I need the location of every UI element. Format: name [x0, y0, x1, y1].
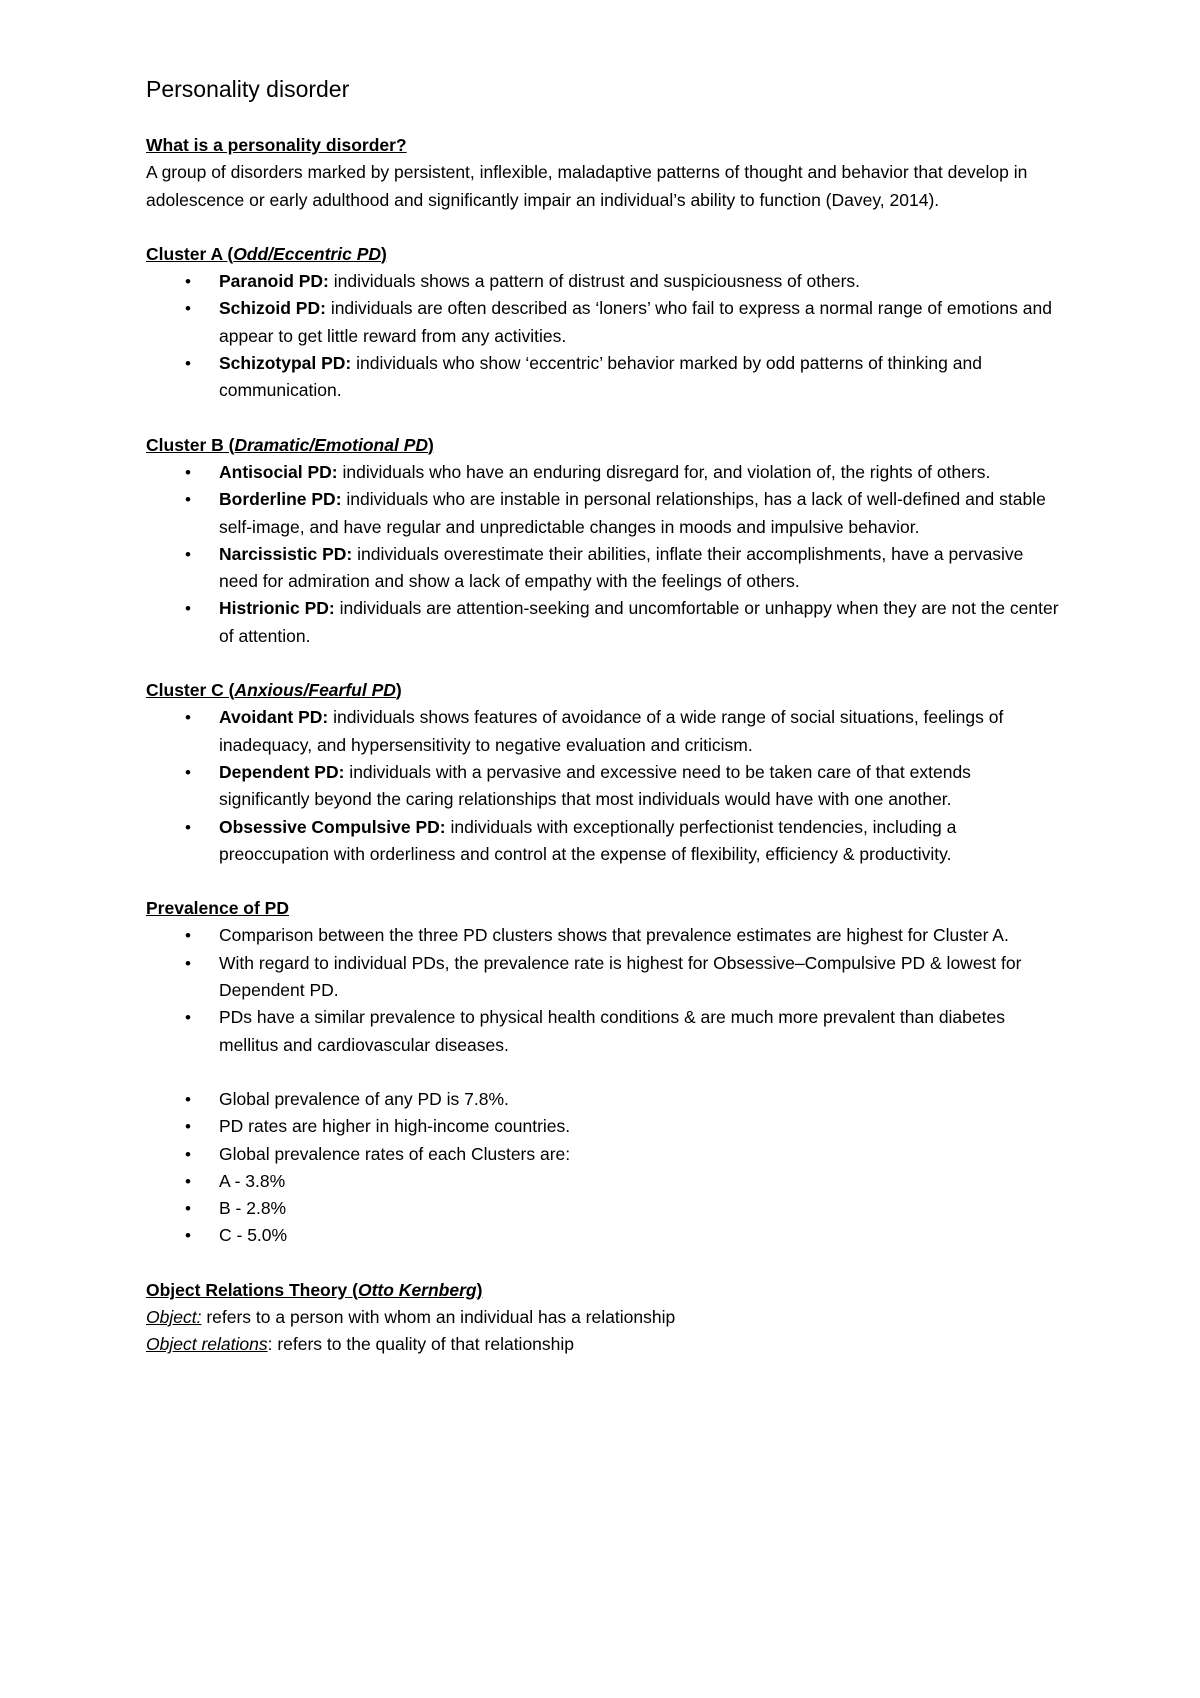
list-item: • Comparison between the three PD clusters shows that prevalence estimates are highest for Cluster A.	[146, 922, 1066, 949]
prevalence-list-1	[146, 922, 1066, 1058]
list-item: • With regard to individual PDs, the prevalence rate is highest for Obsessive–Compulsive PD & lowest for Dependent PD.	[146, 950, 1066, 1005]
list-item: • Narcissistic PD: individuals overestimate their abilities, inflate their accomplishments, have a pervasive need for admiration and show a lack of empathy with the feelings of others.	[146, 541, 1066, 596]
document-title: Personality disorder	[146, 76, 350, 102]
definition-paragraph: A group of disorders marked by persistent, inflexible, maladaptive patterns of thought and behavior that develop in adolescence or early adulthood and significantly impair an individual’s ability to function (Davey, 2014).	[146, 162, 1028, 210]
list-item: • Borderline PD: individuals who are instable in personal relationships, has a lack of well-defined and stable self-image, and have regular and unpredictable changes in moods and impulsive behavior.	[146, 486, 1066, 541]
list-item: • Paranoid PD: individuals shows a pattern of distrust and suspiciousness of others.	[146, 268, 1066, 295]
list-item: • Antisocial PD: individuals who have an enduring disregard for, and violation of, the rights of others.	[146, 459, 1066, 486]
section-heading-cluster-c: Cluster C (Anxious/Fearful PD)	[146, 680, 402, 701]
cluster-a-list	[146, 268, 1066, 404]
cluster-b-list	[146, 459, 1066, 650]
object-definition: Object: refers to a person with whom an individual has a relationship	[146, 1306, 676, 1327]
list-item: • B - 2.8%	[146, 1195, 1066, 1222]
list-item: • Obsessive Compulsive PD: individuals with exceptionally perfectionist tendencies, including a preoccupation with orderliness and control at the expense of flexibility, efficiency & productivity.	[146, 814, 1066, 869]
list-item: • PD rates are higher in high-income countries.	[146, 1113, 1066, 1140]
object-relations-definition: Object relations: refers to the quality of that relationship	[146, 1334, 575, 1355]
list-item: • Avoidant PD: individuals shows features of avoidance of a wide range of social situations, feelings of inadequacy, and hypersensitivity to negative evaluation and criticism.	[146, 704, 1066, 759]
list-item: • Dependent PD: individuals with a pervasive and excessive need to be taken care of that extends significantly beyond the caring relationships that most individuals would have with one another.	[146, 759, 1066, 814]
section-heading-cluster-b: Cluster B (Dramatic/Emotional PD)	[146, 434, 434, 455]
list-item: • C - 5.0%	[146, 1222, 1066, 1249]
list-item: • Schizotypal PD: individuals who show ‘eccentric’ behavior marked by odd patterns of thinking and communication.	[146, 350, 1066, 405]
document-page	[146, 74, 1066, 1359]
prevalence-list-2	[146, 1086, 1066, 1250]
cluster-c-list	[146, 704, 1066, 868]
section-heading-cluster-a: Cluster A (Odd/Eccentric PD)	[146, 243, 387, 264]
list-item: • PDs have a similar prevalence to physical health conditions & are much more prevalent than diabetes mellitus and cardiovascular diseases.	[146, 1004, 1066, 1059]
section-heading-what: What is a personality disorder?	[146, 135, 407, 155]
list-item: • A - 3.8%	[146, 1168, 1066, 1195]
list-item: • Global prevalence of any PD is 7.8%.	[146, 1086, 1066, 1113]
list-item: • Global prevalence rates of each Clusters are:	[146, 1141, 1066, 1168]
section-heading-prevalence: Prevalence of PD	[146, 898, 289, 919]
section-heading-object-relations: Object Relations Theory (Otto Kernberg)	[146, 1279, 483, 1300]
list-item: • Schizoid PD: individuals are often described as ‘loners’ who fail to express a normal range of emotions and appear to get little reward from any activities.	[146, 295, 1066, 350]
list-item: • Histrionic PD: individuals are attention-seeking and uncomfortable or unhappy when they are not the center of attention.	[146, 595, 1066, 650]
